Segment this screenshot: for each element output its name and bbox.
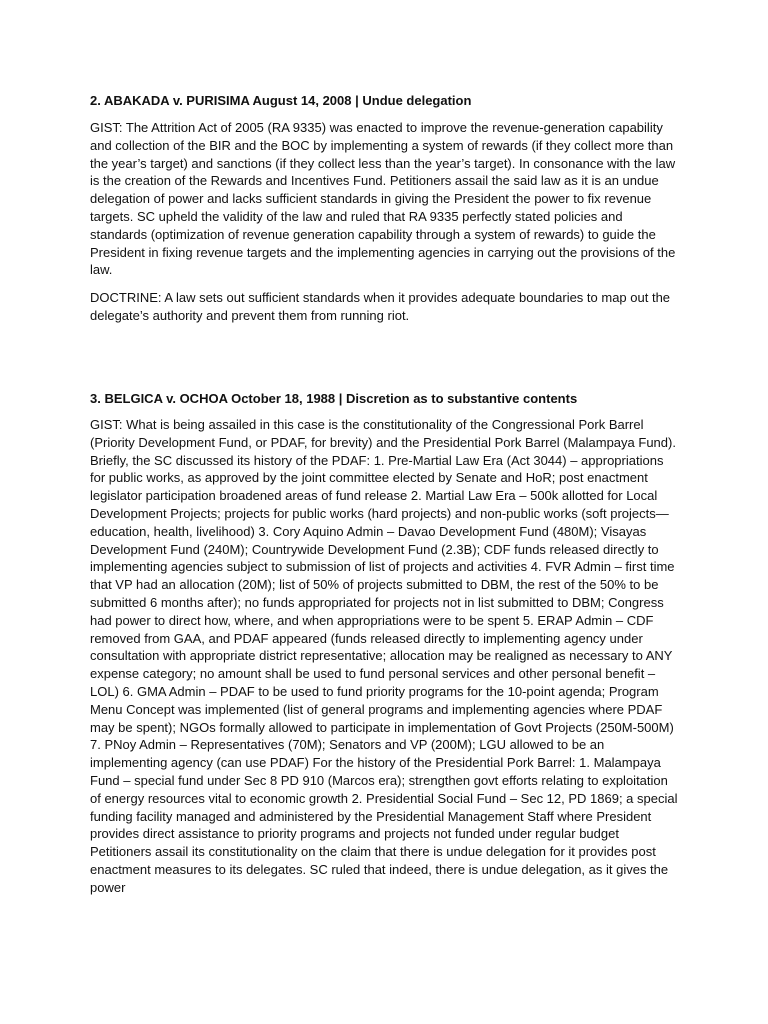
doctrine-paragraph-abakada: DOCTRINE: A law sets out sufficient standards when it provides adequate boundaries to map out the delegate’s authority and prevent them from running riot. xyxy=(90,290,671,323)
case-heading-abakada: 2. ABAKADA v. PURISIMA August 14, 2008 | Undue delegation xyxy=(90,93,472,108)
gist-paragraph-belgica: GIST: What is being assailed in this case is the constitutionality of the Congressional Pork Barrel (Priority Development Fund, or PDAF, for brevity) and the Presidential Pork Barrel (Malampaya Fund). Briefly, the SC discussed its history of the PDAF: 1. Pre-Martial Law Era (Act 3044) – appropriations for public works, as approved by the joint committee elected by Senate and HoR; post enactment legislator participation broadened areas of fund release 2. Martial Law Era – 500k allotted for Local Development Projects; projects for public works (hard projects) and non-public works (soft projects—education, health, livelihood) 3. Cory Aquino Admin – Davao Development Fund (480M); Visayas Development Fund (240M); Countrywide Development Fund (2.3B); CDF funds released directly to implementing agencies subject to submission of list of projects and activities 4. FVR Admin – first time that VP had an allocation (20M); list of 50% of projects submitted to DBM, the rest of the 50% to be submitted 6 months after); no funds appropriated for projects not in list submitted to DBM; Congress had power to direct how, where, and when appropriations were to be spent 5. ERAP Admin – CDF removed from GAA, and PDAF appeared (funds released directly to implementing agency under consultation with appropriate district representative; allocation may be realigned as necessary to ANY expense category; no amount shall be used to fund personal services and other personal benefit – LOL) 6. GMA Admin – PDAF to be used to fund priority programs for the 10-point agenda; Program Menu Concept was implemented (list of general programs and implementing agencies where PDAF may be spent); NGOs formally allowed to participate in implementation of Govt Projects (250M-500M) 7. PNoy Admin – Representatives (70M); Senators and VP (200M); LGU allowed to be an implementing agency (can use PDAF) For the history of the Presidential Pork Barrel: 1. Malampaya Fund – special fund under Sec 8 PD 910 (Marcos era); strengthen govt efforts relating to exploitation of energy resources vital to economic growth 2. Presidential Social Fund – Sec 12, PD 1869; a special funding facility managed and administered by the Presidential Management Staff where President provides direct assistance to priority programs and projects not funded under regular budget Petitioners assail its constitutionality on the claim that there is undue delegation for it provides post enactment measures to its delegates. SC ruled that indeed, there is undue delegation, as it gives the power xyxy=(90,417,678,895)
case-heading-belgica: 3. BELGICA v. OCHOA October 18, 1988 | Discretion as to substantive contents xyxy=(90,391,578,406)
gist-paragraph-abakada: GIST: The Attrition Act of 2005 (RA 9335) was enacted to improve the revenue-generation capability and collection of the BIR and the BOC by implementing a system of rewards (if they collect more than the year’s target) and sanctions (if they collect less than the year’s target). In consonance with the law is the creation of the Rewards and Incentives Fund. Petitioners assail the said law as it is an undue delegation of power and lacks sufficient standards in giving the President the power to fix revenue targets. SC upheld the validity of the law and ruled that RA 9335 perfectly stated policies and standards (optimization of revenue generation capability through a system of rewards) to guide the President in fixing revenue targets and the implementing agencies in carrying out the provisions of the law. xyxy=(90,120,676,278)
